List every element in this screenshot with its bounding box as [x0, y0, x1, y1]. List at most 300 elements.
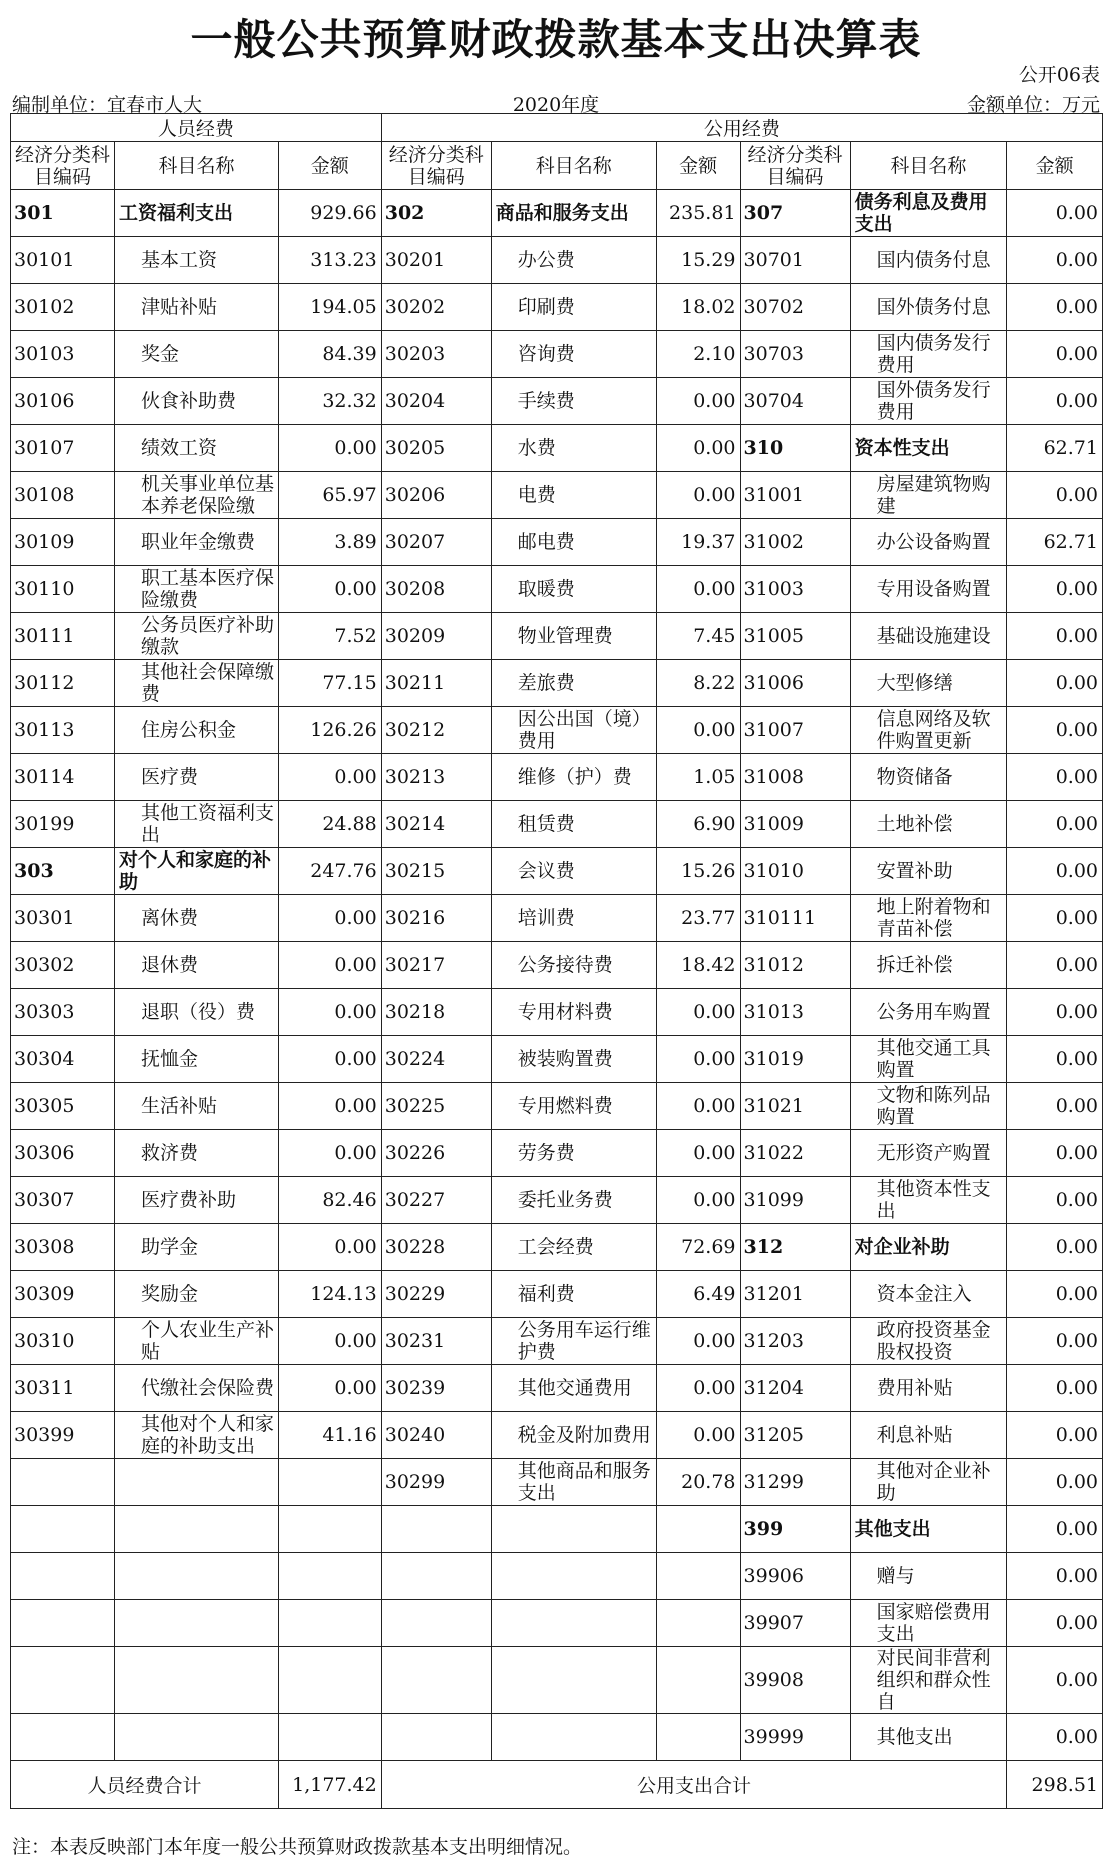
cell-code: 30228 [381, 1224, 491, 1271]
cell-amount: 0.00 [278, 1083, 381, 1130]
cell-name: 对企业补助 [850, 1224, 1007, 1271]
cell-amount: 0.00 [1007, 331, 1103, 378]
table-row [11, 425, 1103, 472]
cell-name: 机关事业单位基本养老保险缴 [115, 472, 279, 519]
cell-amount: 0.00 [656, 1036, 740, 1083]
cell-amount: 7.52 [278, 613, 381, 660]
cell-amount: 126.26 [278, 707, 381, 754]
cell-code: 30304 [11, 1036, 115, 1083]
cell-code: 30217 [381, 942, 491, 989]
cell-code: 30231 [381, 1318, 491, 1365]
cell-name: 助学金 [115, 1224, 279, 1271]
cell-name: 拆迁补偿 [850, 942, 1007, 989]
total-public-label: 公用支出合计 [381, 1761, 1007, 1809]
cell-amount [656, 1647, 740, 1714]
cell-amount: 0.00 [1007, 472, 1103, 519]
cell-name: 生活补贴 [115, 1083, 279, 1130]
cell-name: 手续费 [491, 378, 656, 425]
cell-code [11, 1459, 115, 1506]
table-row [11, 1459, 1103, 1506]
cell-name: 公务接待费 [491, 942, 656, 989]
col-header-amount: 金额 [656, 142, 740, 190]
cell-name: 土地补偿 [850, 801, 1007, 848]
cell-amount: 0.00 [656, 1083, 740, 1130]
cell-code: 307 [740, 190, 850, 237]
cell-amount [278, 1647, 381, 1714]
cell-amount: 0.00 [1007, 754, 1103, 801]
cell-code: 31203 [740, 1318, 850, 1365]
cell-name: 劳务费 [491, 1130, 656, 1177]
cell-code [381, 1600, 491, 1647]
col-header-amount: 金额 [1007, 142, 1103, 190]
cell-code: 30310 [11, 1318, 115, 1365]
cell-name: 信息网络及软件购置更新 [850, 707, 1007, 754]
cell-code: 30303 [11, 989, 115, 1036]
table-row [11, 895, 1103, 942]
cell-code [11, 1714, 115, 1761]
total-personnel-label: 人员经费合计 [11, 1761, 279, 1809]
cell-code: 31002 [740, 519, 850, 566]
cell-amount: 0.00 [278, 566, 381, 613]
table-row [11, 472, 1103, 519]
cell-name: 伙食补助费 [115, 378, 279, 425]
cell-name [115, 1714, 279, 1761]
cell-name: 资本性支出 [850, 425, 1007, 472]
cell-code: 399 [740, 1506, 850, 1553]
cell-amount: 2.10 [656, 331, 740, 378]
cell-amount: 0.00 [656, 1177, 740, 1224]
table-row [11, 942, 1103, 989]
cell-code: 31010 [740, 848, 850, 895]
cell-amount: 0.00 [1007, 801, 1103, 848]
cell-code: 30240 [381, 1412, 491, 1459]
cell-code: 30704 [740, 378, 850, 425]
cell-name [115, 1647, 279, 1714]
cell-amount: 0.00 [1007, 1412, 1103, 1459]
cell-amount: 0.00 [278, 989, 381, 1036]
cell-amount: 0.00 [1007, 942, 1103, 989]
cell-name: 职工基本医疗保险缴费 [115, 566, 279, 613]
table-row [11, 1506, 1103, 1553]
cell-code: 30307 [11, 1177, 115, 1224]
table-row [11, 801, 1103, 848]
cell-name: 物资储备 [850, 754, 1007, 801]
cell-code: 302 [381, 190, 491, 237]
cell-amount: 0.00 [656, 1318, 740, 1365]
cell-name: 政府投资基金股权投资 [850, 1318, 1007, 1365]
cell-name: 公务员医疗补助缴款 [115, 613, 279, 660]
table-row [11, 1130, 1103, 1177]
cell-code: 30114 [11, 754, 115, 801]
cell-amount: 0.00 [1007, 848, 1103, 895]
cell-name: 其他支出 [850, 1506, 1007, 1553]
cell-amount: 235.81 [656, 190, 740, 237]
cell-code: 30305 [11, 1083, 115, 1130]
cell-amount: 0.00 [1007, 190, 1103, 237]
cell-amount: 23.77 [656, 895, 740, 942]
cell-amount: 194.05 [278, 284, 381, 331]
cell-amount: 0.00 [1007, 378, 1103, 425]
table-row [11, 566, 1103, 613]
cell-name: 资本金注入 [850, 1271, 1007, 1318]
table-row [11, 613, 1103, 660]
cell-name: 办公费 [491, 237, 656, 284]
cell-amount: 0.00 [1007, 1271, 1103, 1318]
cell-name: 其他社会保障缴费 [115, 660, 279, 707]
cell-code: 30299 [381, 1459, 491, 1506]
cell-name: 国内债务付息 [850, 237, 1007, 284]
col-header-name: 科目名称 [850, 142, 1007, 190]
table-row [11, 1224, 1103, 1271]
cell-amount: 313.23 [278, 237, 381, 284]
cell-code: 31201 [740, 1271, 850, 1318]
cell-code: 30208 [381, 566, 491, 613]
table-row [11, 754, 1103, 801]
cell-amount: 0.00 [278, 1036, 381, 1083]
cell-code: 30212 [381, 707, 491, 754]
cell-name: 培训费 [491, 895, 656, 942]
cell-code: 30112 [11, 660, 115, 707]
cell-name: 取暖费 [491, 566, 656, 613]
cell-amount: 929.66 [278, 190, 381, 237]
cell-amount: 0.00 [1007, 1714, 1103, 1761]
table-row [11, 989, 1103, 1036]
cell-amount: 20.78 [656, 1459, 740, 1506]
cell-code: 39906 [740, 1553, 850, 1600]
cell-code: 31204 [740, 1365, 850, 1412]
cell-amount: 0.00 [1007, 237, 1103, 284]
cell-name: 代缴社会保险费 [115, 1365, 279, 1412]
cell-amount [278, 1459, 381, 1506]
cell-name: 委托业务费 [491, 1177, 656, 1224]
cell-amount: 62.71 [1007, 519, 1103, 566]
cell-amount [656, 1506, 740, 1553]
cell-amount: 8.22 [656, 660, 740, 707]
cell-code [11, 1647, 115, 1714]
cell-code: 30224 [381, 1036, 491, 1083]
cell-code: 30227 [381, 1177, 491, 1224]
cell-amount: 0.00 [656, 989, 740, 1036]
table-row [11, 1318, 1103, 1365]
footnote: 注：本表反映部门本年度一般公共预算财政拨款基本支出明细情况。 [12, 1836, 583, 1858]
table-row [11, 1600, 1103, 1647]
cell-name: 水费 [491, 425, 656, 472]
cell-code: 30204 [381, 378, 491, 425]
cell-code: 312 [740, 1224, 850, 1271]
compiling-unit: 编制单位：宜春市人大 [12, 94, 203, 116]
table-row [11, 378, 1103, 425]
cell-code: 30111 [11, 613, 115, 660]
cell-code: 30399 [11, 1412, 115, 1459]
cell-amount: 0.00 [1007, 895, 1103, 942]
total-personnel-value: 1,177.42 [278, 1761, 381, 1809]
cell-amount: 0.00 [1007, 1036, 1103, 1083]
cell-amount: 6.90 [656, 801, 740, 848]
col-header-code: 经济分类科目编码 [381, 142, 491, 190]
cell-name: 房屋建筑物购建 [850, 472, 1007, 519]
cell-name: 救济费 [115, 1130, 279, 1177]
cell-name: 无形资产购置 [850, 1130, 1007, 1177]
cell-name: 国内债务发行费用 [850, 331, 1007, 378]
cell-amount: 0.00 [1007, 1177, 1103, 1224]
cell-code: 310 [740, 425, 850, 472]
cell-name: 公务用车运行维护费 [491, 1318, 656, 1365]
cell-amount [278, 1553, 381, 1600]
cell-name: 公务用车购置 [850, 989, 1007, 1036]
cell-code: 31009 [740, 801, 850, 848]
cell-code: 30302 [11, 942, 115, 989]
cell-code: 30206 [381, 472, 491, 519]
cell-name: 专用燃料费 [491, 1083, 656, 1130]
cell-amount: 0.00 [656, 1130, 740, 1177]
cell-code [381, 1506, 491, 1553]
cell-name: 其他对个人和家庭的补助支出 [115, 1412, 279, 1459]
cell-code: 30211 [381, 660, 491, 707]
section-public: 公用经费 [381, 114, 1102, 142]
cell-amount: 0.00 [1007, 1600, 1103, 1647]
table-row [11, 1036, 1103, 1083]
col-header-code: 经济分类科目编码 [740, 142, 850, 190]
table-row [11, 1177, 1103, 1224]
cell-name: 对民间非营利组织和群众性自 [850, 1647, 1007, 1714]
cell-code: 31021 [740, 1083, 850, 1130]
cell-amount: 0.00 [278, 1365, 381, 1412]
cell-name: 基本工资 [115, 237, 279, 284]
cell-name: 印刷费 [491, 284, 656, 331]
cell-code: 31299 [740, 1459, 850, 1506]
cell-amount: 65.97 [278, 472, 381, 519]
table-row [11, 237, 1103, 284]
cell-code: 30308 [11, 1224, 115, 1271]
col-header-code: 经济分类科目编码 [11, 142, 115, 190]
cell-amount: 0.00 [656, 378, 740, 425]
cell-amount: 0.00 [656, 566, 740, 613]
cell-code: 30205 [381, 425, 491, 472]
table-row [11, 707, 1103, 754]
cell-amount: 82.46 [278, 1177, 381, 1224]
cell-amount: 0.00 [278, 1130, 381, 1177]
cell-code: 30703 [740, 331, 850, 378]
cell-name: 工资福利支出 [115, 190, 279, 237]
cell-code [381, 1647, 491, 1714]
cell-name: 国外债务付息 [850, 284, 1007, 331]
cell-amount: 0.00 [1007, 1647, 1103, 1714]
cell-code [11, 1506, 115, 1553]
cell-code: 30226 [381, 1130, 491, 1177]
cell-code: 30207 [381, 519, 491, 566]
cell-code: 31005 [740, 613, 850, 660]
cell-code: 30199 [11, 801, 115, 848]
cell-name: 国外债务发行费用 [850, 378, 1007, 425]
cell-amount: 0.00 [656, 472, 740, 519]
cell-code: 30201 [381, 237, 491, 284]
table-row [11, 284, 1103, 331]
cell-name: 职业年金缴费 [115, 519, 279, 566]
cell-name: 工会经费 [491, 1224, 656, 1271]
cell-name: 专用设备购置 [850, 566, 1007, 613]
cell-code [11, 1553, 115, 1600]
fiscal-year: 2020年度 [512, 94, 600, 116]
cell-name: 咨询费 [491, 331, 656, 378]
cell-name: 医疗费 [115, 754, 279, 801]
cell-name: 赠与 [850, 1553, 1007, 1600]
cell-name: 医疗费补助 [115, 1177, 279, 1224]
cell-code: 310111 [740, 895, 850, 942]
cell-code: 31003 [740, 566, 850, 613]
cell-code: 30107 [11, 425, 115, 472]
cell-code: 30311 [11, 1365, 115, 1412]
col-header-name: 科目名称 [491, 142, 656, 190]
cell-name [491, 1647, 656, 1714]
cell-code: 30306 [11, 1130, 115, 1177]
cell-name: 因公出国（境）费用 [491, 707, 656, 754]
cell-code: 30214 [381, 801, 491, 848]
cell-amount: 247.76 [278, 848, 381, 895]
cell-amount: 72.69 [656, 1224, 740, 1271]
cell-name: 奖励金 [115, 1271, 279, 1318]
cell-amount: 0.00 [278, 754, 381, 801]
cell-amount: 0.00 [278, 942, 381, 989]
col-header-amount: 金额 [278, 142, 381, 190]
total-public-value: 298.51 [1007, 1761, 1103, 1809]
cell-code: 30108 [11, 472, 115, 519]
cell-amount: 0.00 [1007, 989, 1103, 1036]
cell-code: 30109 [11, 519, 115, 566]
cell-name: 其他交通费用 [491, 1365, 656, 1412]
cell-name [491, 1553, 656, 1600]
form-number: 公开06表 [1018, 64, 1100, 86]
cell-name: 费用补贴 [850, 1365, 1007, 1412]
cell-name: 安置补助 [850, 848, 1007, 895]
cell-code: 31012 [740, 942, 850, 989]
cell-name: 福利费 [491, 1271, 656, 1318]
cell-amount: 0.00 [1007, 707, 1103, 754]
table-row [11, 660, 1103, 707]
cell-code: 31008 [740, 754, 850, 801]
cell-amount [656, 1714, 740, 1761]
cell-name: 对个人和家庭的补助 [115, 848, 279, 895]
cell-name: 文物和陈列品购置 [850, 1083, 1007, 1130]
col-header-name: 科目名称 [115, 142, 279, 190]
cell-amount: 0.00 [1007, 1459, 1103, 1506]
table-row [11, 1271, 1103, 1318]
cell-amount: 0.00 [1007, 284, 1103, 331]
cell-name: 退休费 [115, 942, 279, 989]
cell-code [381, 1553, 491, 1600]
cell-code: 30218 [381, 989, 491, 1036]
cell-name: 其他工资福利支出 [115, 801, 279, 848]
cell-code: 31007 [740, 707, 850, 754]
cell-amount: 62.71 [1007, 425, 1103, 472]
cell-code: 30209 [381, 613, 491, 660]
cell-code: 30301 [11, 895, 115, 942]
cell-name: 离休费 [115, 895, 279, 942]
section-personnel: 人员经费 [11, 114, 382, 142]
table-row [11, 1647, 1103, 1714]
cell-name [115, 1553, 279, 1600]
cell-amount: 0.00 [1007, 1553, 1103, 1600]
cell-name [491, 1600, 656, 1647]
table-row [11, 190, 1103, 237]
page-title: 一般公共预算财政拨款基本支出决算表 [190, 15, 922, 64]
cell-name: 利息补贴 [850, 1412, 1007, 1459]
cell-code: 301 [11, 190, 115, 237]
cell-amount: 15.29 [656, 237, 740, 284]
cell-amount: 24.88 [278, 801, 381, 848]
cell-name: 国家赔偿费用支出 [850, 1600, 1007, 1647]
cell-amount: 3.89 [278, 519, 381, 566]
cell-name: 专用材料费 [491, 989, 656, 1036]
cell-code: 31205 [740, 1412, 850, 1459]
cell-amount: 77.15 [278, 660, 381, 707]
cell-name: 大型修缮 [850, 660, 1007, 707]
expenditure-table [10, 113, 1103, 1809]
cell-code: 30213 [381, 754, 491, 801]
cell-name [115, 1506, 279, 1553]
cell-name: 地上附着物和青苗补偿 [850, 895, 1007, 942]
table-row [11, 1714, 1103, 1761]
cell-amount: 0.00 [1007, 1224, 1103, 1271]
table-row [11, 1412, 1103, 1459]
cell-code: 31001 [740, 472, 850, 519]
cell-code: 30102 [11, 284, 115, 331]
cell-code: 30701 [740, 237, 850, 284]
cell-code: 31019 [740, 1036, 850, 1083]
cell-amount: 84.39 [278, 331, 381, 378]
cell-amount [656, 1553, 740, 1600]
cell-code: 30106 [11, 378, 115, 425]
cell-amount [656, 1600, 740, 1647]
cell-amount: 0.00 [1007, 566, 1103, 613]
cell-amount: 19.37 [656, 519, 740, 566]
cell-code: 39907 [740, 1600, 850, 1647]
cell-code [11, 1600, 115, 1647]
cell-name [115, 1600, 279, 1647]
cell-code: 31099 [740, 1177, 850, 1224]
cell-name [491, 1506, 656, 1553]
table-row [11, 1553, 1103, 1600]
cell-amount: 0.00 [656, 425, 740, 472]
cell-name: 租赁费 [491, 801, 656, 848]
cell-code: 30101 [11, 237, 115, 284]
cell-name: 邮电费 [491, 519, 656, 566]
cell-amount: 0.00 [278, 1318, 381, 1365]
cell-amount: 7.45 [656, 613, 740, 660]
cell-amount: 0.00 [656, 707, 740, 754]
cell-amount: 15.26 [656, 848, 740, 895]
cell-name: 绩效工资 [115, 425, 279, 472]
cell-name: 电费 [491, 472, 656, 519]
cell-name [115, 1459, 279, 1506]
cell-amount: 0.00 [1007, 1130, 1103, 1177]
cell-name: 会议费 [491, 848, 656, 895]
cell-amount: 32.32 [278, 378, 381, 425]
cell-amount: 1.05 [656, 754, 740, 801]
cell-code: 31013 [740, 989, 850, 1036]
cell-name: 债务利息及费用支出 [850, 190, 1007, 237]
table-row [11, 519, 1103, 566]
cell-name: 税金及附加费用 [491, 1412, 656, 1459]
totals-row [11, 1761, 1103, 1809]
cell-name: 其他支出 [850, 1714, 1007, 1761]
cell-amount: 6.49 [656, 1271, 740, 1318]
amount-unit: 金额单位：万元 [966, 94, 1100, 116]
cell-code: 30216 [381, 895, 491, 942]
cell-code: 30702 [740, 284, 850, 331]
cell-amount: 0.00 [656, 1412, 740, 1459]
cell-code: 30309 [11, 1271, 115, 1318]
cell-code: 303 [11, 848, 115, 895]
